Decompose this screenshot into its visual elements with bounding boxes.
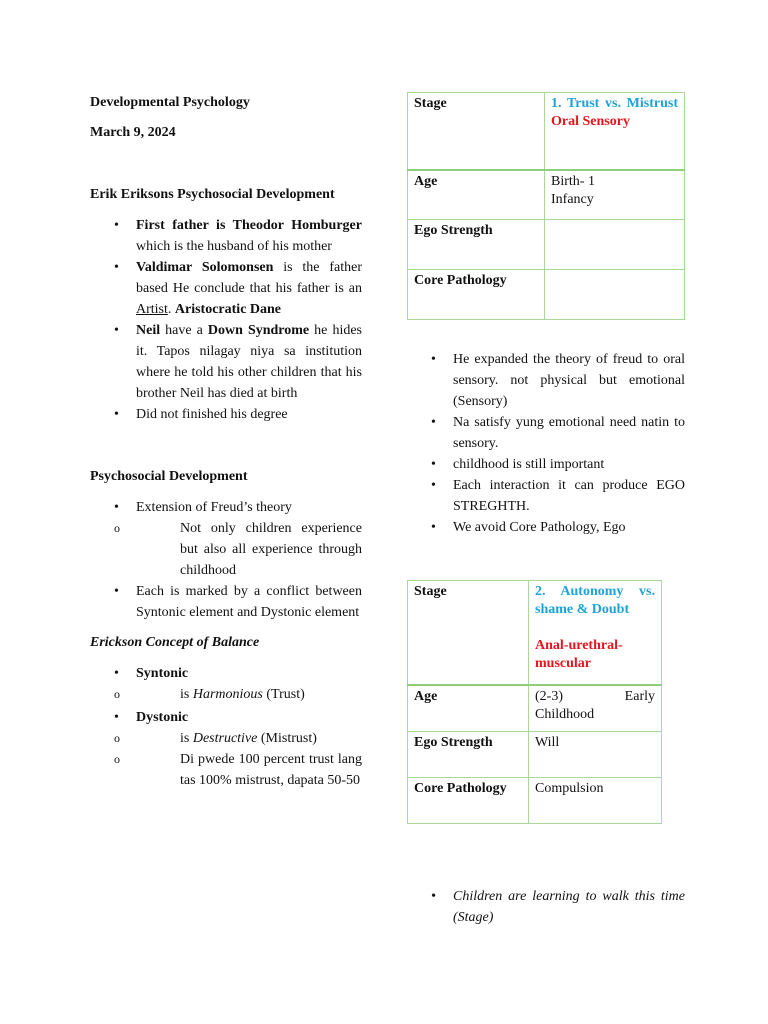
document-date: March 9, 2024 [90,125,176,140]
list-item: • First father is Theodor Homburger which is the husband of his mother [90,215,362,257]
table-row [408,270,685,320]
sub-list [90,728,362,791]
list-item: • Na satisfy yung emotional need natin to sensory. [407,412,685,454]
list-item: • Syntonic o is Harmonious (Trust) [90,663,362,705]
stage2-notes-list [407,886,685,928]
sub-list-item: o Not only children experience but also all experience through childhood [90,518,362,581]
core-pathology-label: Core Pathology [408,778,529,824]
sub-list [90,518,362,581]
section-title-eriksons: Erik Eriksons Psychosocial Development [90,187,335,202]
list-item: • Valdimar Solomonsen is the father based He conclude that his father is an Artist. Aristocratic Dane [90,257,362,320]
stage1-notes-list [407,349,685,538]
stage-name-cell [545,93,685,170]
list-item: • childhood is still important [407,454,685,475]
table-row [408,220,685,270]
ego-strength-value [545,220,685,270]
sub-list-item: o is Destructive (Mistrust) [90,728,362,749]
list-item: • We avoid Core Pathology, Ego [407,517,685,538]
core-pathology-value [545,270,685,320]
stage-name: 2. Autonomy vs. shame & Doubt [535,584,655,617]
table-row [408,170,685,220]
left-column [90,92,362,791]
section-title-psychosocial: Psychosocial Development [90,469,248,484]
core-pathology-label: Core Pathology [408,270,545,320]
list-item: • Dystonic o is Destructive (Mistrust) o Di pwede 100 percent trust lang tas 100% mistrust, dapata 50-50 [90,707,362,791]
table-row [408,581,662,685]
stage-name-cell [529,581,662,685]
list-item: • Extension of Freud’s theory o Not only children experience but also all experience through childhood [90,497,362,581]
age-label: Age [408,170,545,220]
table-row [408,732,662,778]
age-cell: (2-3) Early Childhood [529,685,662,732]
age-cell: Birth- 1 Infancy [545,170,685,220]
sub-list-item: o Di pwede 100 percent trust lang tas 100% mistrust, dapata 50-50 [90,749,362,791]
list-item: • Children are learning to walk this time (Stage) [407,886,685,928]
ego-strength-label: Ego Strength [408,220,545,270]
stage-table-2 [407,580,662,824]
stage-subtitle: Oral Sensory [551,114,630,129]
stage-table-1 [407,92,685,320]
stage-subtitle: Anal-urethral-muscular [535,638,623,671]
stage-name: 1. Trust vs. Mistrust [551,96,678,111]
age-label: Age [408,685,529,732]
ego-strength-label: Ego Strength [408,732,529,778]
list-item: • Did not finished his degree [90,404,362,425]
section-title-balance: Erickson Concept of Balance [90,635,260,650]
table-row [408,685,662,732]
psychosocial-bullet-list [90,497,362,623]
stage-label: Stage [408,581,529,685]
list-item: • Neil have a Down Syndrome he hides it. Tapos nilagay niya sa institution where he told his other children that his brother Neil has died at birth [90,320,362,404]
list-item: • He expanded the theory of freud to oral sensory. not physical but emotional (Sensory) [407,349,685,412]
table-row [408,778,662,824]
core-pathology-value: Compulsion [529,778,662,824]
balance-bullet-list [90,663,362,791]
right-column [407,92,685,928]
list-item: • Each is marked by a conflict between Syntonic element and Dystonic element [90,581,362,623]
stage-label: Stage [408,93,545,170]
sub-list [90,684,362,705]
sub-list-item: o is Harmonious (Trust) [90,684,362,705]
course-title: Developmental Psychology [90,95,250,110]
list-item: • Each interaction it can produce EGO STREGHTH. [407,475,685,517]
eriksons-bullet-list [90,215,362,425]
table-row [408,93,685,170]
ego-strength-value: Will [529,732,662,778]
